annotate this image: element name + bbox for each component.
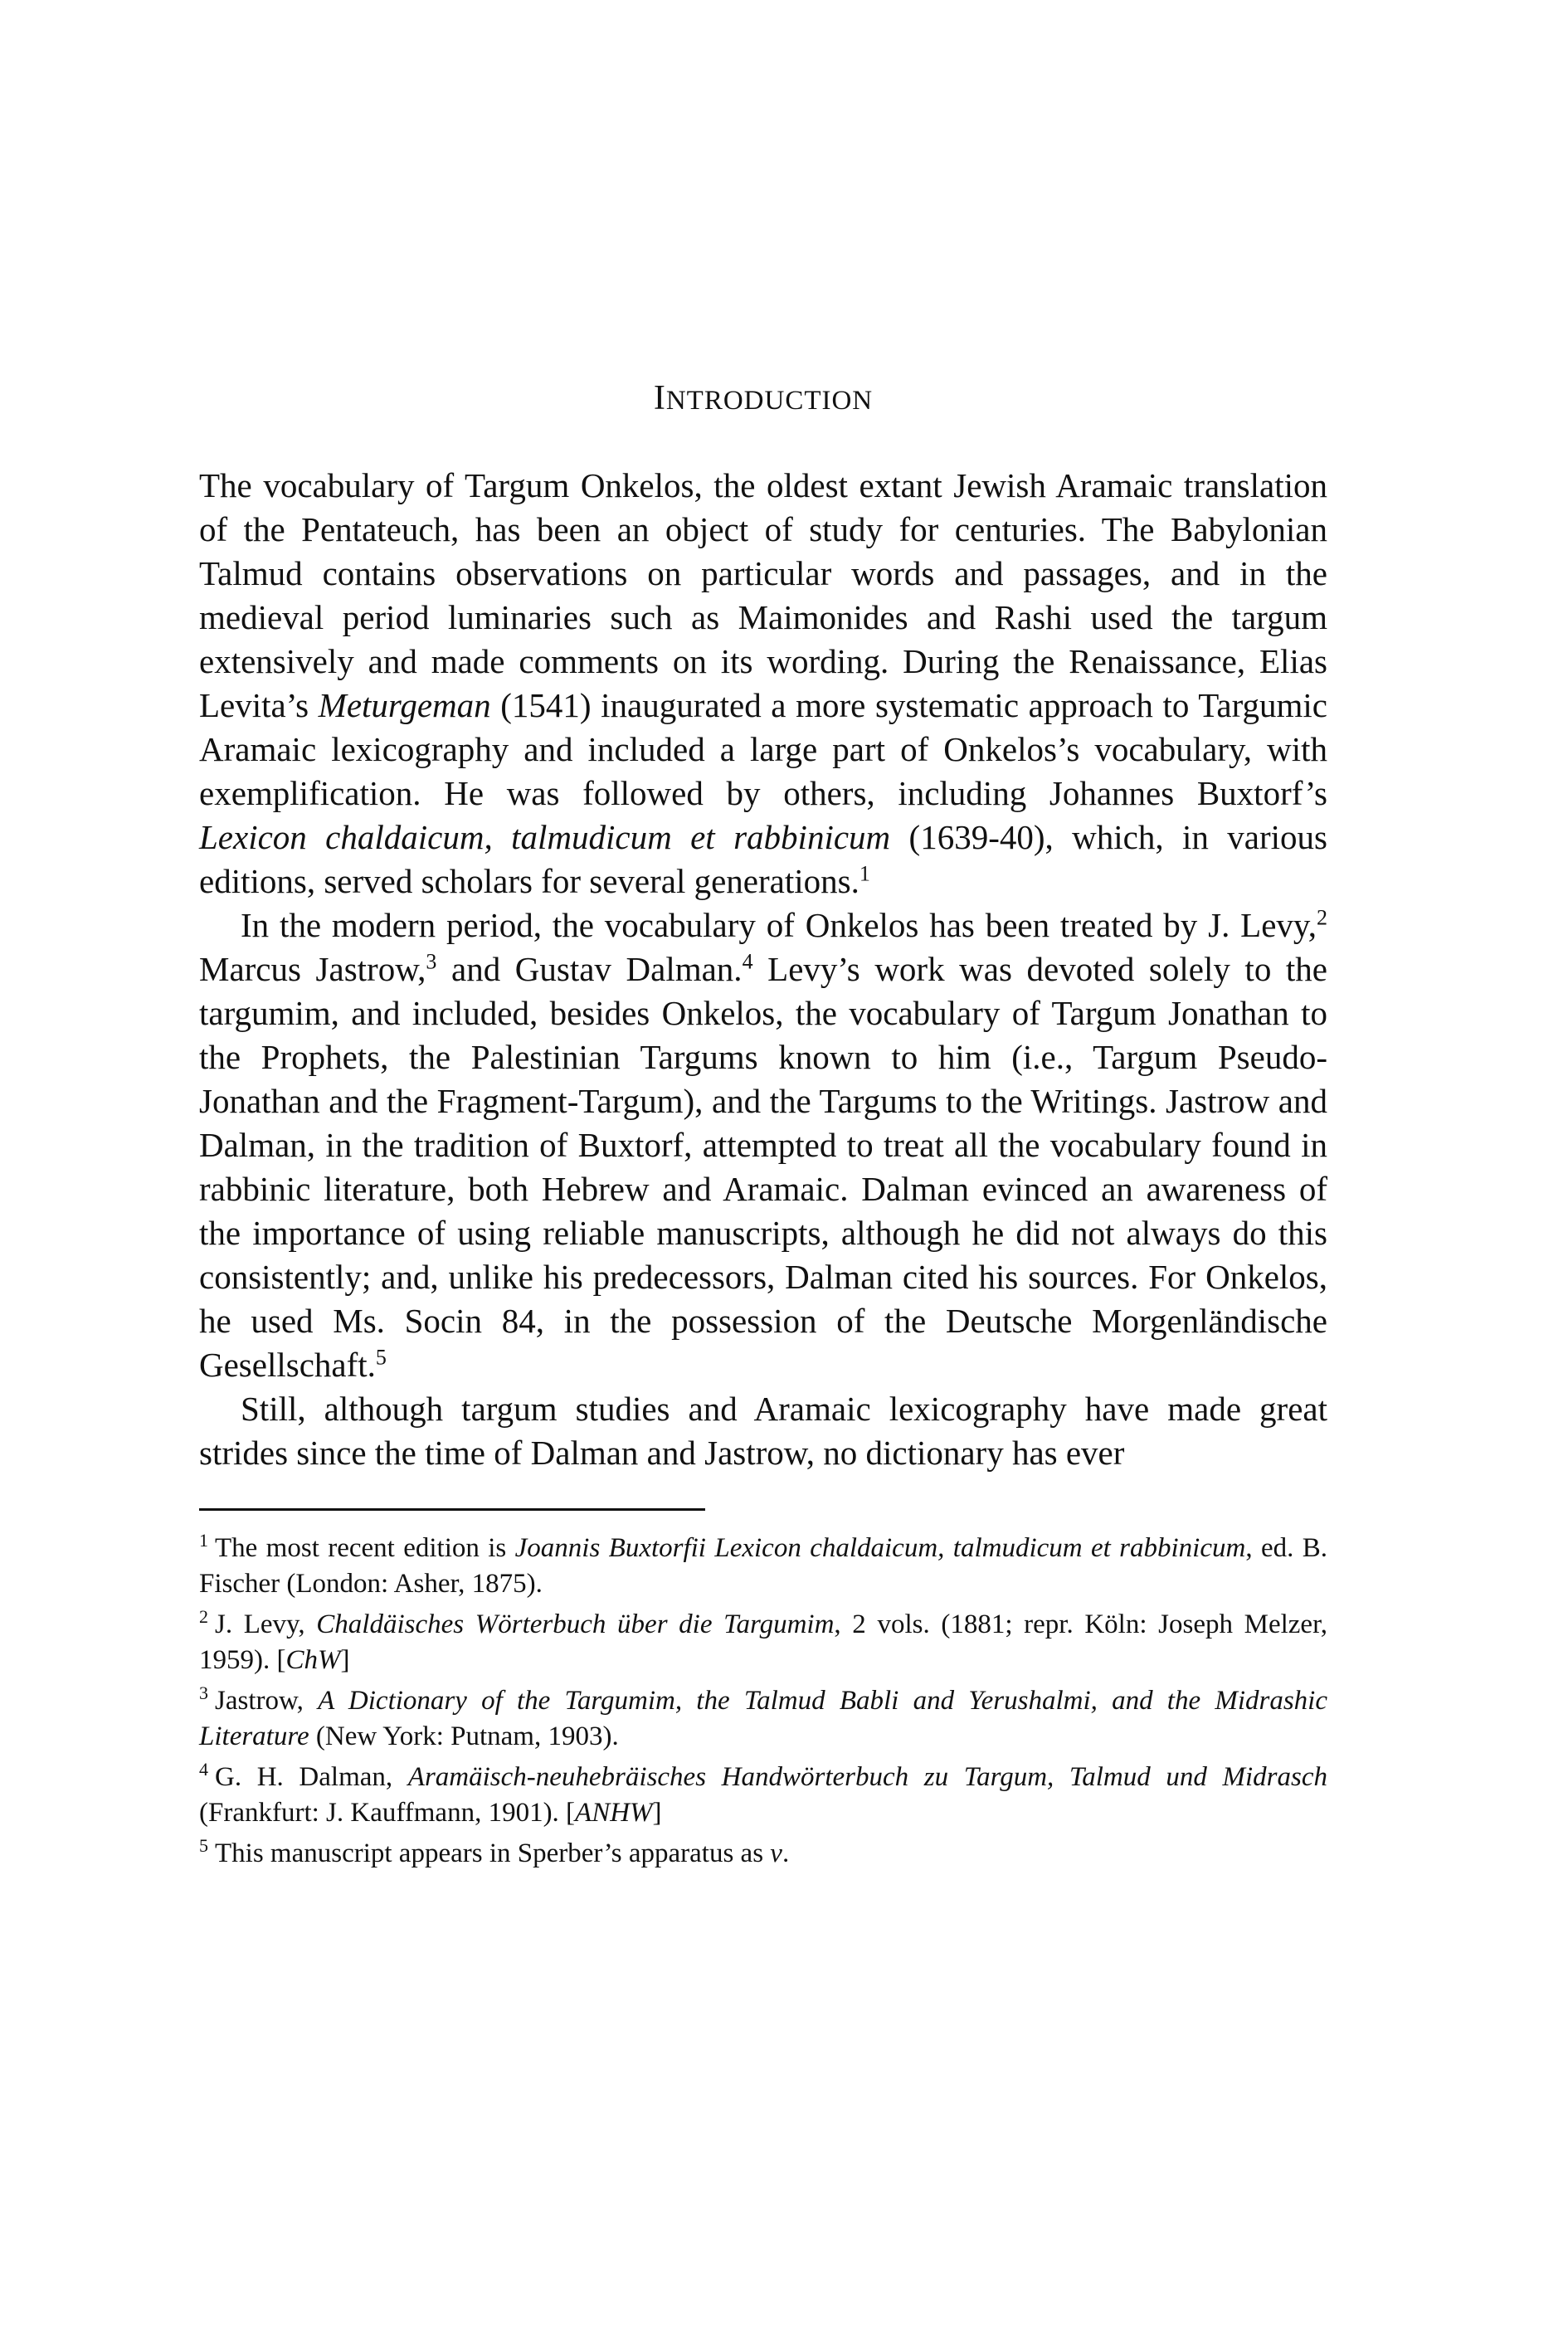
footnote-divider (199, 1508, 705, 1511)
paragraph (199, 1387, 1327, 1475)
footnote-marker[interactable]: 3 (426, 949, 437, 974)
text-run: ] (340, 1645, 350, 1676)
text-run: ] (652, 1798, 662, 1829)
footnote-marker[interactable]: 2 (1317, 905, 1327, 930)
footnote-number: 4 (199, 1759, 208, 1780)
footnote-number: 1 (199, 1530, 208, 1551)
italic-abbreviation: ChW (285, 1645, 341, 1676)
italic-title: Lexicon chaldaicum, talmudicum et rabbinicum (199, 818, 891, 857)
italic-symbol: v (770, 1838, 782, 1869)
text-run: In the modern period, the vocabulary of Onkelos has been treated by J. Levy, (241, 906, 1317, 945)
footnote (199, 1531, 1327, 1602)
text-run: J. Levy, (215, 1609, 317, 1640)
footnote-marker[interactable]: 5 (375, 1345, 387, 1370)
italic-title: Chaldäisches Wörterbuch über die Targumim (316, 1609, 835, 1640)
text-run: Levy’s work was devoted solely to the targumim, and included, besides Onkelos, the vocabulary of Targum Jonathan to the Prophets, the Palestinian Targums known to him (i.e., Targum Pseudo-Jonathan and the Fragment-Targum), and the Targums to the Writings. Jastrow and Dalman, in the tradition of Buxtorf, attempted to treat all the vocabulary found in rabbinic literature, both Hebrew and Aramaic. Dalman evinced an awareness of the importance of using reliable manuscripts, although he did not always do this consistently; and, unlike his predecessors, Dalman cited his sources. For Onkelos, he used Ms. Socin 84, in the possession of the Deutsche Morgenländische Gesellschaft. (199, 950, 1327, 1385)
text-run: This manuscript appears in Sperber’s apparatus as (215, 1838, 771, 1869)
italic-title: Aramäisch-neuhebräisches Handwörterbuch zu Targum, Talmud und Midrasch (407, 1762, 1327, 1793)
page-title-rest: NTRODUCTION (665, 386, 874, 416)
page-title (199, 377, 1327, 419)
footnote (199, 1607, 1327, 1678)
italic-abbreviation: ANHW (575, 1798, 653, 1829)
paragraph (199, 464, 1327, 903)
footnote (199, 1683, 1327, 1755)
text-run: (1541) inaugurated a more systematic approach to Targumic Aramaic lexicography and included a large part of Onkelos’s vocabulary, with exemplification. He was followed by others, including Johannes Buxtorf’s (199, 686, 1327, 813)
footnote (199, 1760, 1327, 1831)
footnote-marker[interactable]: 1 (859, 861, 870, 886)
italic-title: Meturgeman (318, 686, 491, 725)
text-run: Still, although targum studies and Aramaic lexicography have made great strides since the time of Dalman and Jastrow, no dictionary has ever (199, 1390, 1327, 1473)
text-run: (New York: Putnam, 1903). (309, 1721, 619, 1752)
text-run: G. H. Dalman, (215, 1762, 408, 1793)
text-run: The vocabulary of Targum Onkelos, the oldest extant Jewish Aramaic translation of the Pentateuch, has been an object of study for centuries. The Babylonian Talmud contains observations on particular words and passages, and in the medieval period luminaries such as Maimonides and Rashi used the targum extensively and made comments on its wording. During the Renaissance, Elias Levita’s (199, 466, 1327, 725)
text-run: . (782, 1838, 790, 1869)
page-title-initial: I (653, 379, 666, 417)
footnote-number: 2 (199, 1606, 208, 1628)
footnote-marker[interactable]: 4 (742, 949, 753, 974)
text-run: Jastrow, (215, 1686, 319, 1717)
text-run: (Frankfurt: J. Kauffmann, 1901). [ (199, 1798, 576, 1829)
paragraph (199, 903, 1327, 1387)
footnotes (199, 1531, 1327, 1872)
body-text (199, 464, 1327, 1475)
italic-title: Joannis Buxtorfii Lexicon chaldaicum, talmudicum et rabbinicum (514, 1533, 1246, 1564)
text-run: , 2 vols. (1881; repr. Köln: Joseph Melzer, 1959). [ (199, 1609, 1327, 1676)
text-run: The most recent edition is (215, 1533, 515, 1564)
footnote-number: 3 (199, 1682, 208, 1704)
text-run: Marcus Jastrow, (199, 950, 426, 989)
page (199, 377, 1327, 1877)
footnote (199, 1836, 1327, 1872)
italic-title: A Dictionary of the Targumim, the Talmud Babli and Yerushalmi, and the Midrashic Literature (199, 1686, 1327, 1752)
footnote-number: 5 (199, 1835, 208, 1857)
text-run: and Gustav Dalman. (436, 950, 743, 989)
text-run: , ed. B. Fischer (London: Asher, 1875). (199, 1533, 1327, 1600)
text-run: (1639-40), which, in various editions, served scholars for several generations. (199, 818, 1328, 901)
